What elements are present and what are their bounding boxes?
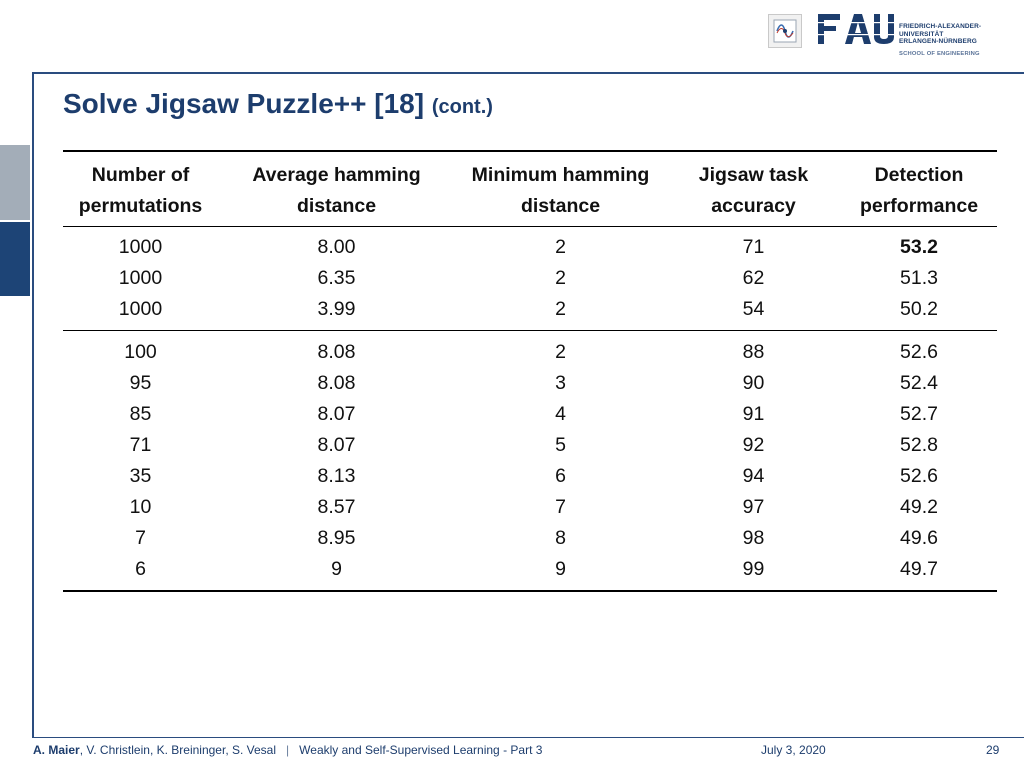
university-name: [899, 23, 981, 46]
table-cell: 10: [129, 496, 152, 518]
table-cell: 98: [742, 527, 765, 549]
university-line: UNIVERSITÄT: [899, 30, 944, 38]
table-cell: 8.57: [317, 496, 356, 518]
table-cell: 6: [63, 554, 218, 591]
slide-title-main: Solve Jigsaw Puzzle++ [18]: [63, 88, 425, 119]
table-cell: 9: [455, 554, 666, 591]
frame-top-line: [32, 72, 1024, 74]
table-cell: 100: [124, 341, 157, 363]
faculty-emblem-icon: [768, 14, 802, 48]
university-line: FRIEDRICH-ALEXANDER-: [899, 23, 982, 30]
table-cell: 8.08: [317, 372, 356, 394]
table-cell: 94: [742, 465, 765, 487]
table-row: [63, 294, 997, 331]
table-cell: 1000: [63, 294, 218, 331]
table-cell: 5: [555, 434, 566, 456]
table-cell: 51.3: [900, 267, 938, 289]
table-row: [63, 430, 997, 461]
table-cell: 8.07: [317, 403, 356, 425]
table-cell: 95: [129, 372, 152, 394]
footer-lead-author: A. Maier: [33, 743, 80, 757]
table-cell: 52.8: [900, 434, 938, 456]
table-cell: 8.95: [317, 527, 356, 549]
fau-logo: [818, 12, 896, 46]
table-cell: 99: [666, 554, 841, 591]
header-jigsaw-accuracy: Jigsaw task accuracy: [666, 151, 841, 227]
table-cell: 49.7: [841, 554, 997, 591]
table-row: [63, 554, 997, 591]
table-cell: 2: [455, 294, 666, 331]
table-cell: 90: [742, 372, 765, 394]
table-cell: 1000: [118, 267, 163, 289]
table-cell: 8.07: [317, 434, 356, 456]
slide-title: [63, 88, 493, 120]
header-detection-performance: Detection performance: [841, 151, 997, 227]
table-cell: 2: [555, 236, 566, 258]
table-cell: 6: [555, 465, 566, 487]
table-cell: 2: [555, 267, 566, 289]
table-row: [63, 399, 997, 430]
table-cell: 71: [742, 236, 765, 258]
results-table: [63, 150, 997, 592]
table-cell: 9: [218, 554, 455, 591]
table-cell: 52.6: [900, 341, 938, 363]
table-cell: 71: [129, 434, 152, 456]
footer-separator: |: [286, 743, 290, 757]
table-cell: 88: [742, 341, 765, 363]
table-cell: 62: [742, 267, 765, 289]
side-marker-blue: [0, 222, 30, 296]
frame-bottom-line: [32, 737, 1024, 738]
header-average-hamming: Average hamming distance: [218, 151, 455, 227]
table-cell: 85: [129, 403, 152, 425]
table-cell: 52.7: [900, 403, 938, 425]
table-cell: 52.4: [900, 372, 938, 394]
table-cell: 49.2: [900, 496, 938, 518]
frame-left-line: [32, 72, 34, 738]
slide-title-suffix: (cont.): [431, 96, 493, 118]
table-cell: 8: [555, 527, 566, 549]
table-row: [63, 368, 997, 399]
table-cell: 7: [135, 527, 146, 549]
table-cell: 6.35: [317, 267, 356, 289]
table-cell: 4: [555, 403, 566, 425]
table-cell: 91: [742, 403, 765, 425]
table-row: [63, 227, 997, 264]
side-marker-gray: [0, 145, 30, 220]
footer-coauthors: , V. Christlein, K. Breininger, S. Vesal: [79, 743, 277, 757]
table-cell: 3: [555, 372, 566, 394]
table-cell: 50.2: [841, 294, 997, 331]
table-row: [63, 523, 997, 554]
table-cell: 8.13: [317, 465, 356, 487]
footer-authors: [33, 743, 542, 757]
table-cell: 35: [129, 465, 152, 487]
footer-lecture: Weakly and Self-Supervised Learning - Part 3: [299, 743, 543, 757]
table-cell: 3.99: [218, 294, 455, 331]
table-cell: 2: [555, 341, 566, 363]
footer-date: July 3, 2020: [761, 743, 826, 757]
header-minimum-hamming: Minimum hamming distance: [455, 151, 666, 227]
table-row: [63, 492, 997, 523]
table-row: [63, 461, 997, 492]
header-permutations: Number of permutations: [63, 151, 218, 227]
university-line: ERLANGEN-NÜRNBERG: [899, 38, 977, 46]
table-cell: 92: [742, 434, 765, 456]
table-cell: 97: [742, 496, 765, 518]
table-cell: 7: [555, 496, 566, 518]
table-row: [63, 331, 997, 369]
table-header-row: [63, 151, 997, 227]
table-cell: 52.6: [900, 465, 938, 487]
table-cell-best: 53.2: [900, 236, 938, 258]
table-cell: 49.6: [900, 527, 938, 549]
page-number: 29: [986, 743, 1000, 757]
table-cell: 8.00: [317, 236, 356, 258]
school-name: SCHOOL OF ENGINEERING: [899, 51, 980, 57]
table-cell: 8.08: [317, 341, 356, 363]
table-cell: 54: [666, 294, 841, 331]
table-cell: 1000: [118, 236, 163, 258]
table-row: [63, 263, 997, 294]
